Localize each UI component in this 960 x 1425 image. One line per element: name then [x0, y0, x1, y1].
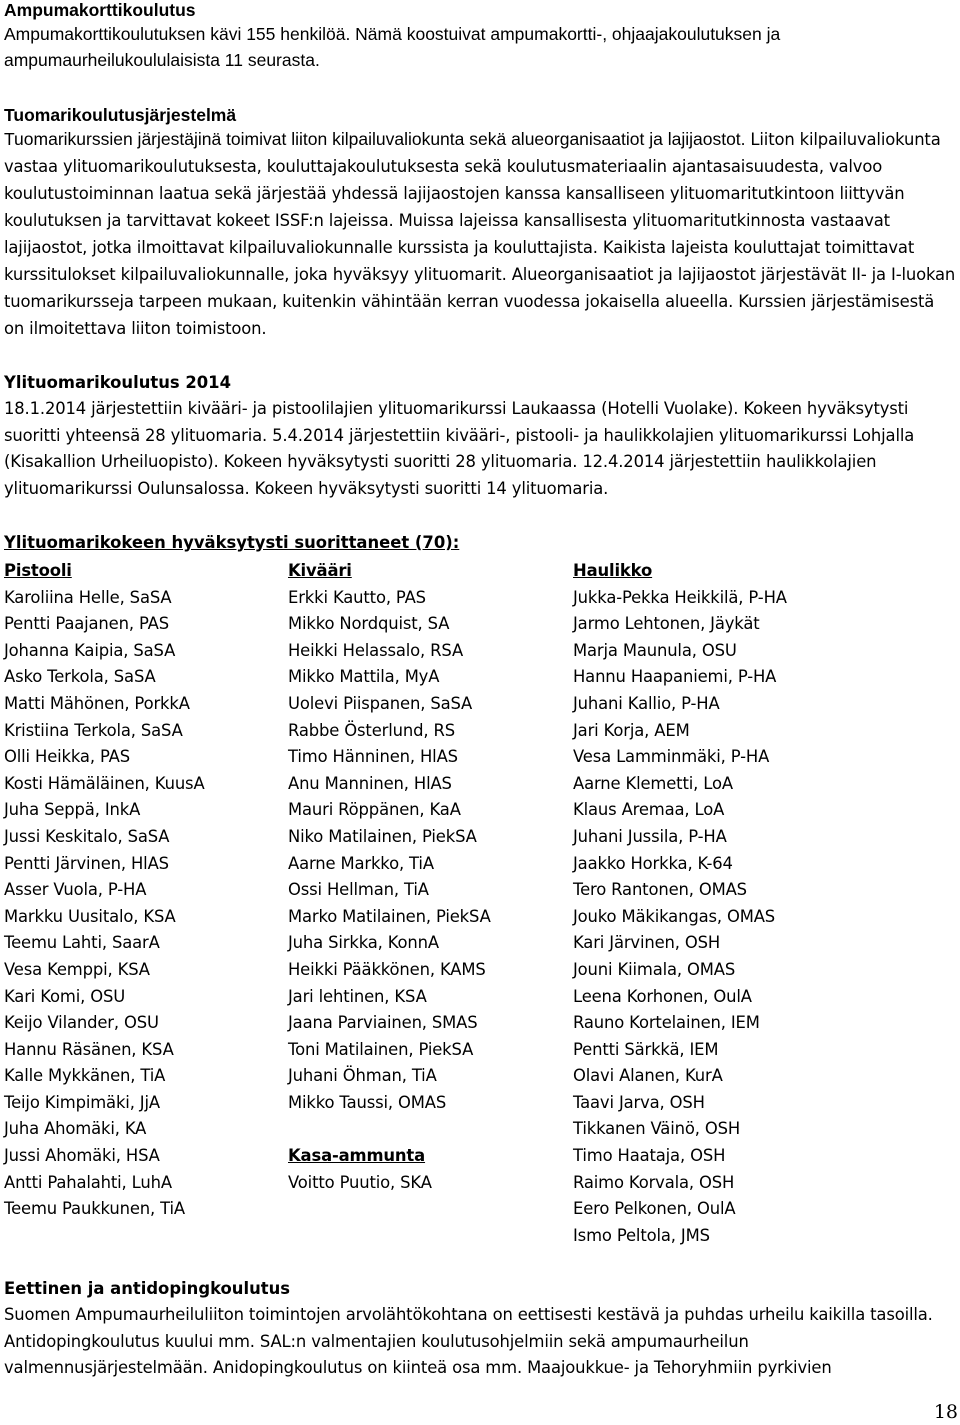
- judge-name: Olavi Alanen, KurA: [573, 1066, 723, 1086]
- judge-name: Teijo Kimpimäki, JjA: [4, 1092, 160, 1112]
- judge-name: Anu Manninen, HlAS: [288, 773, 452, 793]
- judge-name: Asser Vuola, P-HA: [4, 880, 147, 900]
- list-kasa: [288, 1170, 568, 1197]
- column-kivaari: [288, 558, 568, 1196]
- judge-name: Heikki Pääkkönen, KAMS: [288, 959, 486, 979]
- page-number: 18: [933, 1401, 958, 1423]
- judge-name: Klaus Aremaa, LoA: [573, 800, 725, 820]
- paragraph-ylituomari-2014: 18.1.2014 järjestettiin kivääri- ja pistoolilajien ylituomarikurssi Laukaassa (Hotelli Vuolake). Kokeen hyväksytysti suoritti yhteensä 28 ylituomaria. 5.4.2014 järjestettiin kivääri-, pistooli- ja haulikkolajien ylituomarikurssi Lohjalla (Kisakallion Urheiluopisto). Kokeen hyväksytysti suoritti 28 ylituomaria. 12.4.2014 järjestettiin haulikkolajien ylituomarikurssi Oulunsalossa. Kokeen hyväksytysti suoritti 14 ylituomaria.: [4, 399, 915, 498]
- judge-name: Juha Seppä, InkA: [4, 800, 141, 820]
- judge-name: Antti Pahalahti, LuhA: [4, 1172, 172, 1192]
- judge-name: Rabbe Österlund, RS: [288, 720, 455, 740]
- judge-name: Juhani Kallio, P-HA: [573, 693, 720, 713]
- judge-name: Tikkanen Väinö, OSH: [573, 1119, 741, 1139]
- judge-name: Leena Korhonen, OulA: [573, 986, 752, 1006]
- judge-name: Karoliina Helle, SaSA: [4, 587, 172, 607]
- judge-name: Jukka-Pekka Heikkilä, P-HA: [573, 587, 787, 607]
- judge-name: Marja Maunula, OSU: [573, 640, 737, 660]
- judge-name: Mikko Nordquist, SA: [288, 614, 450, 634]
- judge-name: Olli Heikka, PAS: [4, 747, 130, 767]
- judge-name: Voitto Puutio, SKA: [288, 1172, 432, 1192]
- judge-name: Rauno Kortelainen, IEM: [573, 1013, 760, 1033]
- judge-name: Jaana Parviainen, SMAS: [288, 1013, 478, 1033]
- judge-name: Ossi Hellman, TiA: [288, 880, 429, 900]
- paragraph-tuomari-main: Liiton kilpailuvaliokunta vastaa ylituomarikoulutuksesta, kouluttajakoulutuksesta sekä koulutusmateriaalin ajantasaisuudesta, valvoo koulutustoiminnan laatua sekä järjestää yhdessä lajijaostojen kanssa kansalliseen ylituomaritutkintoon liittyvän koulutuksen ja tarvittavat kokeet ISSF:n lajeissa. Muissa lajeissa kansallisesta ylituomaritutkinnosta vastaavat lajijaostot, jotka ilmoittavat kilpailuvaliokunnalle kurssista ja kouluttajista. Kaikista lajeista kouluttajat toimittavat kurssitulokset kilpailuvaliokunnalle, joka hyväksyy ylituomarit. Alueorganisaatiot ja lajijaostot järjestävät II- ja I-luokan tuomarikursseja tarpeen mukaan, kuitenkin vähintään kerran vuodessa jokaisella alueella. Kurssien järjestämisestä on ilmoitettava liiton toimistoon.: [4, 130, 956, 338]
- heading-ampumakortti: Ampumakorttikoulutus: [4, 0, 196, 20]
- judge-name: Markku Uusitalo, KSA: [4, 906, 176, 926]
- heading-tuomari: Tuomarikoulutusjärjestelmä: [4, 105, 237, 125]
- judge-name: Pentti Järvinen, HlAS: [4, 853, 169, 873]
- judge-name: Juha Sirkka, KonnA: [288, 933, 439, 953]
- paragraph-eettinen: Suomen Ampumaurheiluliiton toimintojen arvolähtökohtana on eettisesti kestävä ja puhdas urheilu kaikilla tasoilla. Antidopingkoulutus kuului mm. SAL:n valmentajien koulutusohjelmiin sekä ampumaurheilun valmennusjärjestelmään. Anidopingkoulutus on kiinteä osa mm. Maajoukkue- ja Tehoryhmiin pyrkivien: [4, 1305, 933, 1378]
- judge-name: Erkki Kautto, PAS: [288, 587, 426, 607]
- judge-name: Juha Ahomäki, KA: [4, 1119, 147, 1139]
- judge-name: Uolevi Piispanen, SaSA: [288, 693, 473, 713]
- judge-name: Toni Matilainen, PiekSA: [288, 1039, 474, 1059]
- judge-name: Marko Matilainen, PiekSA: [288, 906, 491, 926]
- judge-name: Jussi Ahomäki, HSA: [4, 1146, 160, 1166]
- judge-name: Pentti Särkkä, IEM: [573, 1039, 719, 1059]
- judge-name: Pentti Paajanen, PAS: [4, 614, 169, 634]
- section-hyvaksytyt: [4, 528, 787, 1248]
- section-ylituomari-2014: [4, 370, 956, 502]
- column-haulikko: [573, 558, 853, 1249]
- judge-name: Kari Järvinen, OSH: [573, 933, 721, 953]
- judge-name: Tero Rantonen, OMAS: [573, 880, 747, 900]
- judge-name: Vesa Lamminmäki, P-HA: [573, 747, 770, 767]
- judge-name: Hannu Räsänen, KSA: [4, 1039, 174, 1059]
- judge-name: Hannu Haapaniemi, P-HA: [573, 667, 777, 687]
- heading-eettinen: Eettinen ja antidopingkoulutus: [4, 1279, 291, 1298]
- judge-name: Jouni Kiimala, OMAS: [573, 959, 736, 979]
- judge-name: Timo Haataja, OSH: [573, 1146, 726, 1166]
- heading-ylituomari-2014: Ylituomarikoulutus 2014: [4, 373, 231, 392]
- judge-name: Kosti Hämäläinen, KuusA: [4, 773, 205, 793]
- paragraph-tuomari: [4, 126, 956, 342]
- judge-name: Vesa Kemppi, KSA: [4, 959, 150, 979]
- judge-name: Keijo Vilander, OSU: [4, 1013, 159, 1033]
- paragraph-tuomari-intro: Tuomarikurssien järjestäjinä toimivat liiton kilpailuvaliokunta sekä alueorganisaatiot ja lajijaostot.: [4, 129, 746, 149]
- judge-name: Jarmo Lehtonen, Jäykät: [573, 614, 760, 634]
- judge-name: Teemu Paukkunen, TiA: [4, 1199, 185, 1219]
- judge-name: Jaakko Horkka, K-64: [573, 853, 733, 873]
- column-title-kivaari: Kivääri: [288, 561, 352, 580]
- judge-name: Eero Pelkonen, OulA: [573, 1199, 736, 1219]
- judge-name: Mikko Mattila, MyA: [288, 667, 440, 687]
- judge-name: Juhani Jussila, P-HA: [573, 826, 727, 846]
- column-title-haulikko: Haulikko: [573, 561, 653, 580]
- section-tuomari: [4, 105, 956, 342]
- judge-name: Heikki Helassalo, RSA: [288, 640, 464, 660]
- judge-name: Matti Mähönen, PorkkA: [4, 693, 190, 713]
- judge-name: Juhani Öhman, TiA: [288, 1066, 437, 1086]
- judge-name: Kristiina Terkola, SaSA: [4, 720, 183, 740]
- judge-name: Aarne Klemetti, LoA: [573, 773, 733, 793]
- judge-name: Asko Terkola, SaSA: [4, 667, 156, 687]
- column-title-pistooli: Pistooli: [4, 561, 72, 580]
- judge-name: Jari Korja, AEM: [573, 720, 690, 740]
- list-pistooli: [4, 585, 284, 1223]
- judge-name: Taavi Jarva, OSH: [573, 1092, 705, 1112]
- judge-name: Jari lehtinen, KSA: [288, 986, 427, 1006]
- judge-name: Timo Hänninen, HlAS: [288, 747, 458, 767]
- judge-name: Ismo Peltola, JMS: [573, 1225, 710, 1245]
- judge-name: Johanna Kaipia, SaSA: [4, 640, 176, 660]
- section-ampumakortti: [4, 0, 956, 73]
- judge-name: Mauri Röppänen, KaA: [288, 800, 461, 820]
- judge-name: Mikko Taussi, OMAS: [288, 1092, 447, 1112]
- judge-name: Aarne Markko, TiA: [288, 853, 434, 873]
- list-haulikko: [573, 585, 853, 1250]
- heading-hyvaksytyt: Ylituomarikokeen hyväksytysti suorittaneet (70):: [4, 533, 460, 552]
- spacer: [288, 1116, 568, 1143]
- judge-name: Teemu Lahti, SaarA: [4, 933, 160, 953]
- section-eettinen: [4, 1276, 956, 1382]
- column-title-kasa: Kasa-ammunta: [288, 1146, 426, 1166]
- judge-name: Jouko Mäkikangas, OMAS: [573, 906, 776, 926]
- judge-name: Kari Komi, OSU: [4, 986, 126, 1006]
- judge-name: Raimo Korvala, OSH: [573, 1172, 735, 1192]
- list-kivaari: [288, 585, 568, 1117]
- judge-name: Niko Matilainen, PiekSA: [288, 826, 477, 846]
- judges-columns: [4, 558, 787, 1248]
- column-pistooli: [4, 558, 284, 1223]
- judge-name: Kalle Mykkänen, TiA: [4, 1066, 166, 1086]
- judge-name: Jussi Keskitalo, SaSA: [4, 826, 170, 846]
- paragraph-ampumakortti: Ampumakorttikoulutuksen kävi 155 henkilöä. Nämä koostuivat ampumakortti-, ohjaajakoulutuksen ja ampumaurheilukoululaisista 11 seurasta.: [4, 24, 781, 70]
